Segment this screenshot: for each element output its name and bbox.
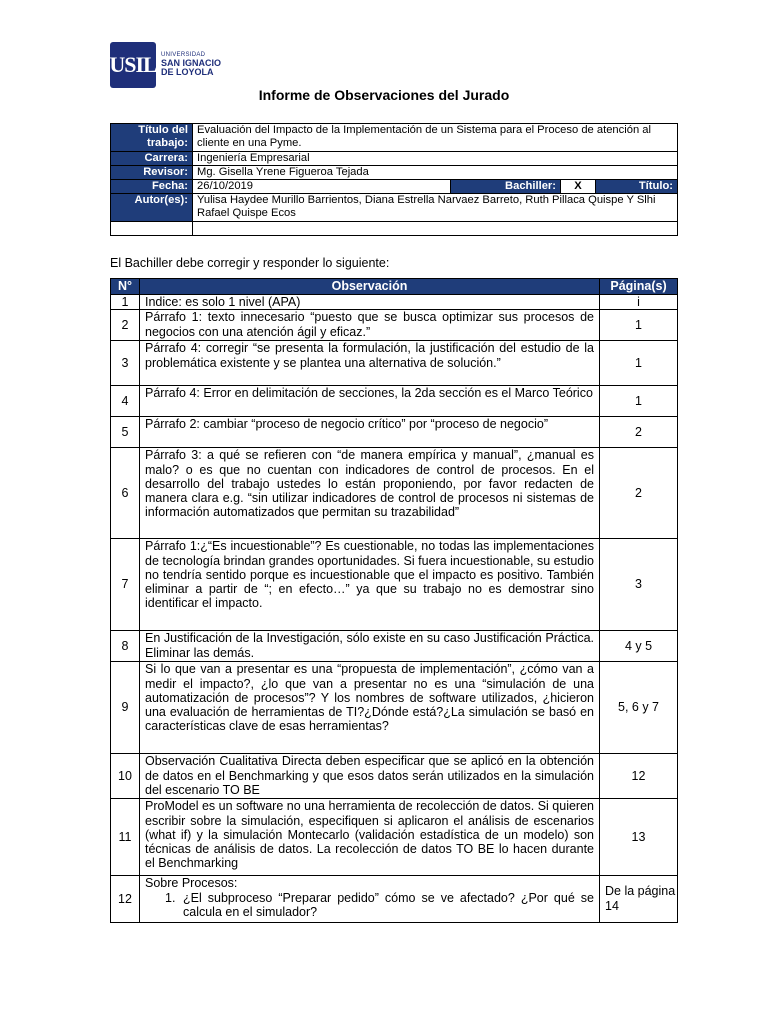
table-row — [111, 341, 678, 386]
row12-item-text: ¿El subproceso “Preparar pedido” cómo se ve afectado? ¿Por qué se calcula en el simulador? — [183, 890, 594, 919]
table-row — [111, 295, 678, 310]
fecha-value: 26/10/2019 — [193, 180, 451, 194]
row-number: 1 — [111, 295, 140, 310]
table-row — [111, 876, 678, 923]
empty-cell — [193, 222, 678, 236]
row-number: 9 — [111, 662, 140, 754]
autores-value: Yulisa Haydee Murillo Barrientos, Diana Estrella Narvaez Barreto, Ruth Pillaca Quispe Y Slhi Rafael Quispe Ecos — [193, 194, 678, 222]
row-observation: Si lo que van a presentar es una “propuesta de implementación”, ¿cómo van a medir el impacto?, ¿lo que van a presentar no es una “simulación de una automatización de procesos”? Y los nombres de software utilizados, ¿hicieron una evaluación de herramientas de TI?¿Dónde está?¿La simulación se basó en características clave de esas herramientas? — [140, 662, 600, 754]
titulo-value: Evaluación del Impacto de la Implementación de un Sistema para el Proceso de atención al cliente en una Pyme. — [193, 124, 678, 152]
table-row — [111, 310, 678, 341]
row-pages: i — [600, 295, 678, 310]
column-header-observation: Observación — [140, 279, 600, 295]
empty-cell — [111, 222, 193, 236]
fecha-label: Fecha: — [111, 180, 193, 194]
autores-label: Autor(es): — [111, 194, 193, 222]
row-pages: 2 — [600, 417, 678, 448]
row-pages: De la página 14 — [600, 876, 678, 923]
logo-line-1: UNIVERSIDAD — [161, 52, 206, 59]
bachiller-label: Bachiller: — [451, 180, 561, 194]
row-observation: Párrafo 1: texto innecesario “puesto que se busca optimizar sus procesos de negocios con una atención ágil y eficaz.” — [140, 310, 600, 341]
logo-text — [161, 52, 221, 77]
row-pages: 1 — [600, 341, 678, 386]
row-number: 11 — [111, 799, 140, 876]
row-pages: 3 — [600, 539, 678, 631]
table-row — [111, 799, 678, 876]
row-number: 4 — [111, 386, 140, 417]
row-observation: Observación Cualitativa Directa deben especificar que se aplicó en la obtención de datos en el Benchmarking y que esos datos serán utilizados en la simulación del escenario TO BE — [140, 754, 600, 799]
column-header-number: N° — [111, 279, 140, 295]
table-row — [111, 386, 678, 417]
row12-item-number: 1. — [165, 890, 176, 905]
row-pages: 1 — [600, 386, 678, 417]
document-title: Informe de Observaciones del Jurado — [258, 87, 510, 103]
row-observation: Párrafo 3: a qué se refieren con “de manera empírica y manual”, ¿manual es malo? o es que no cuentan con indicadores de control de procesos. En el desarrollo del trabajo ustedes lo están proponiendo, por favor redacten de manera clara e.g. “sin utilizar indicadores de control de procesos ni sistemas de información automatizados que permitan su trazabilidad” — [140, 448, 600, 539]
row-pages: 2 — [600, 448, 678, 539]
row12-heading: Sobre Procesos: — [145, 876, 238, 891]
row12-item — [145, 891, 594, 920]
table-row — [111, 754, 678, 799]
row-number: 5 — [111, 417, 140, 448]
row-number: 2 — [111, 310, 140, 341]
titulo2-label: Título: — [596, 180, 678, 194]
row-observation: Indice: es solo 1 nivel (APA) — [140, 295, 600, 310]
intro-text: El Bachiller debe corregir y responder lo siguiente: — [110, 256, 390, 270]
university-logo — [110, 42, 221, 88]
column-header-pages: Página(s) — [600, 279, 678, 295]
usil-logo-mark: USIL — [110, 42, 156, 88]
row-observation: ProModel es un software no una herramienta de recolección de datos. Si quieren escribir sobre la simulación, especifiquen si aplicaron el análisis de escenarios (what if) y la simulación Montecarlo (validación estadística de un modelo) son técnicas de análisis de datos. La recolección de datos TO BE lo hacen durante el Benchmarking — [140, 799, 600, 876]
row-observation: Párrafo 4: corregir “se presenta la formulación, la justificación del estudio de la problemática existente y se plantea una alternativa de solución.” — [140, 341, 600, 386]
row-number: 10 — [111, 754, 140, 799]
row-pages: 5, 6 y 7 — [600, 662, 678, 754]
logo-line-2: SAN IGNACIO — [161, 57, 222, 68]
table-row — [111, 662, 678, 754]
table-row — [111, 417, 678, 448]
row-observation: Párrafo 4: Error en delimitación de secciones, la 2da sección es el Marco Teórico — [140, 386, 600, 417]
row-number: 3 — [111, 341, 140, 386]
row-pages: 1 — [600, 310, 678, 341]
row-observation: Párrafo 2: cambiar “proceso de negocio crítico” por “proceso de negocio” — [140, 417, 600, 448]
revisor-value: Mg. Gisella Yrene Figueroa Tejada — [193, 166, 678, 180]
row-number: 7 — [111, 539, 140, 631]
bachiller-value: X — [561, 180, 596, 194]
row-pages: 13 — [600, 799, 678, 876]
carrera-value: Ingeniería Empresarial — [193, 152, 678, 166]
revisor-label: Revisor: — [111, 166, 193, 180]
row-observation: En Justificación de la Investigación, sólo existe en su caso Justificación Práctica. Eliminar las demás. — [140, 631, 600, 662]
row-observation — [140, 876, 600, 923]
observations-table — [110, 278, 678, 923]
row-pages: 12 — [600, 754, 678, 799]
row-number: 12 — [111, 876, 140, 923]
carrera-label: Carrera: — [111, 152, 193, 166]
row-pages: 4 y 5 — [600, 631, 678, 662]
logo-line-3: DE LOYOLA — [161, 67, 214, 78]
row-observation: Párrafo 1:¿“Es incuestionable”? Es cuestionable, no todas las implementaciones de tecnología brindan grandes oportunidades. Si fuera incuestionable, su estudio no tendría sentido porque es incuestionable que el impacto es positivo. También eliminar a partir de “; en efecto…” ya que su trabajo no es demostrar sino identificar el impacto. — [140, 539, 600, 631]
row-number: 6 — [111, 448, 140, 539]
work-info-table — [110, 123, 678, 236]
titulo-label: Título del trabajo: — [111, 124, 193, 152]
row-number: 8 — [111, 631, 140, 662]
table-row — [111, 631, 678, 662]
table-row — [111, 448, 678, 539]
table-row — [111, 539, 678, 631]
